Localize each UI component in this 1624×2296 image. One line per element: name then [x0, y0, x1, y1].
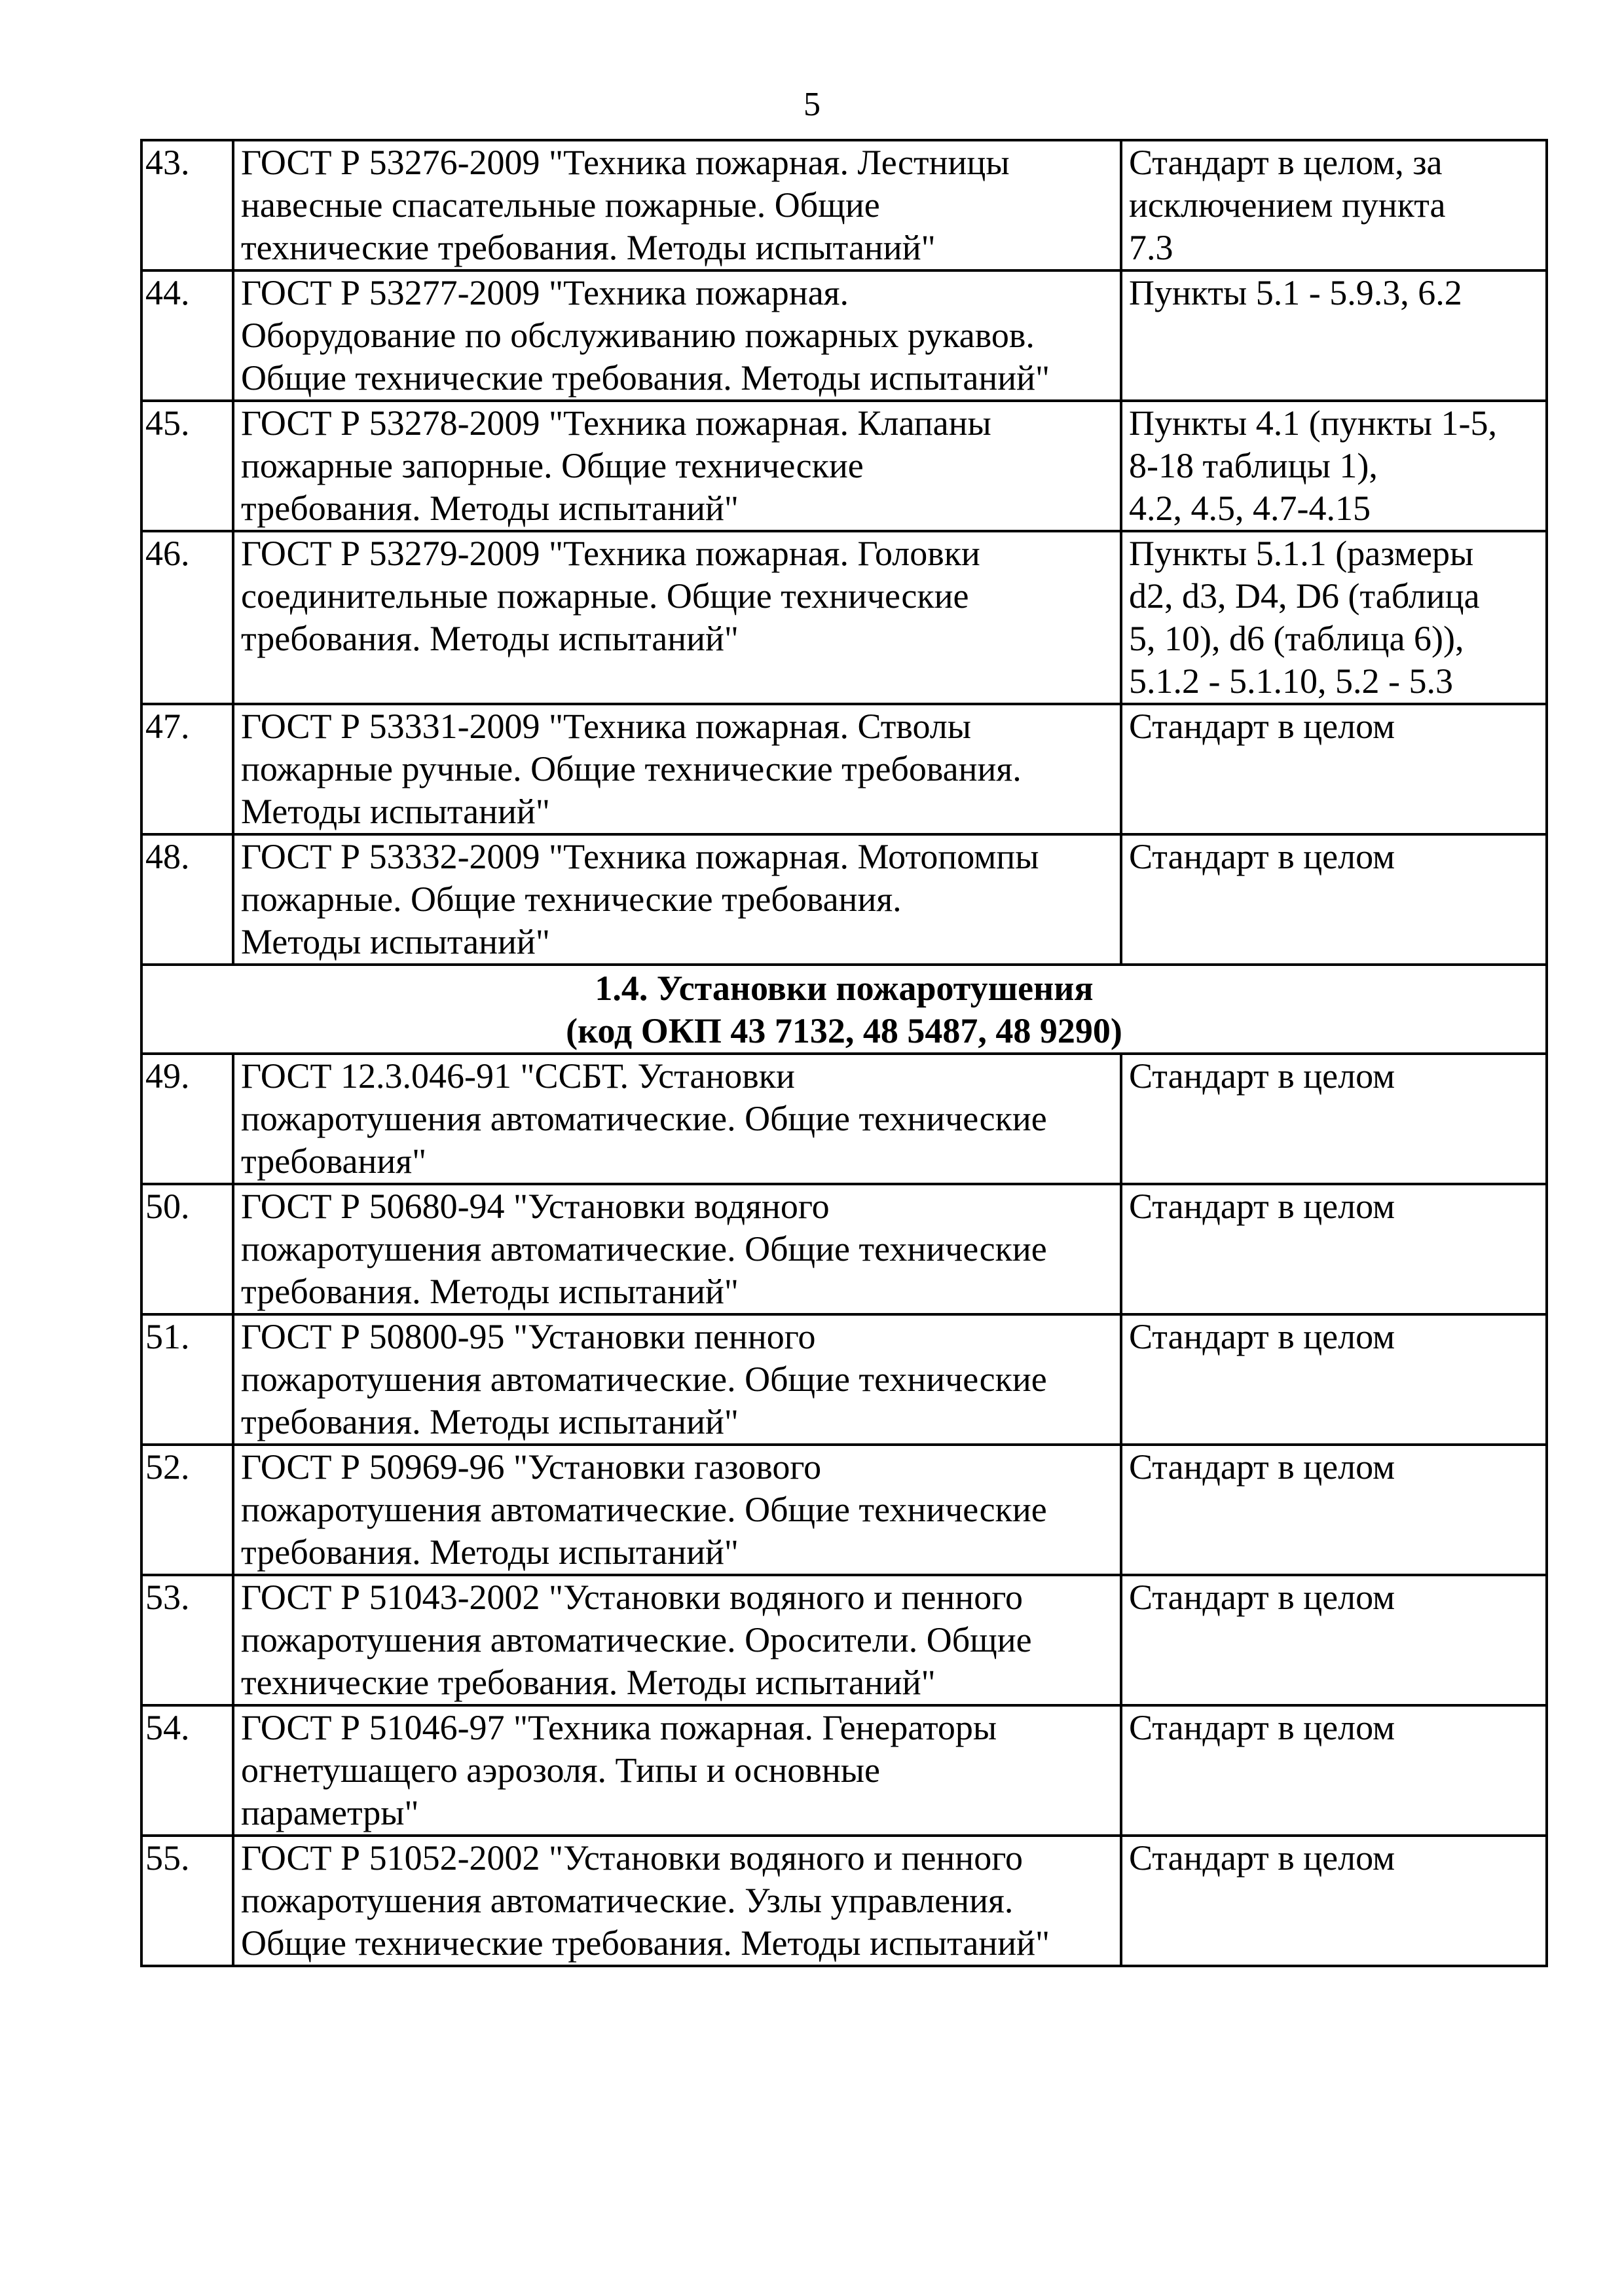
standard-title-line: требования. Методы испытаний" — [241, 1402, 739, 1441]
application-scope-line: Стандарт в целом — [1129, 707, 1395, 746]
application-scope-cell — [1121, 1314, 1547, 1445]
standard-title-line: ГОСТ Р 53277-2009 "Техника пожарная. — [241, 273, 849, 312]
standard-title-line: требования" — [241, 1141, 427, 1181]
row-number: 46. — [141, 531, 233, 704]
row-number: 49. — [141, 1054, 233, 1184]
table-row — [141, 704, 1547, 834]
standard-title-line: соединительные пожарные. Общие технические — [241, 576, 969, 616]
application-scope-line: d2, d3, D4, D6 (таблица — [1129, 576, 1480, 616]
standard-title-line: требования. Методы испытаний" — [241, 1272, 739, 1311]
table-row — [141, 1445, 1547, 1575]
standard-title-line: Методы испытаний" — [241, 792, 550, 831]
application-scope-line: исключением пункта — [1129, 185, 1446, 225]
standard-title-cell — [233, 1836, 1121, 1966]
standard-title-line: пожаротушения автоматические. Оросители. Общие — [241, 1620, 1032, 1659]
standard-title-cell — [233, 270, 1121, 401]
standard-title-line: Оборудование по обслуживанию пожарных рукавов. — [241, 316, 1035, 355]
standard-title-line: требования. Методы испытаний" — [241, 489, 739, 528]
table-row — [141, 1314, 1547, 1445]
standard-title-line: ГОСТ Р 51052-2002 "Установки водяного и пенного — [241, 1838, 1024, 1878]
application-scope-cell — [1121, 704, 1547, 834]
standard-title-cell — [233, 1575, 1121, 1705]
application-scope-line: 7.3 — [1129, 228, 1173, 267]
row-number: 55. — [141, 1836, 233, 1966]
application-scope-line: 5, 10), d6 (таблица 6)), — [1129, 619, 1464, 658]
standard-title-line: ГОСТ Р 50969-96 "Установки газового — [241, 1447, 822, 1487]
application-scope-line: 8-18 таблицы 1), — [1129, 446, 1378, 485]
section-header-row — [141, 965, 1547, 1054]
standard-title-line: пожаротушения автоматические. Общие технические — [241, 1099, 1047, 1138]
standard-title-line: требования. Методы испытаний" — [241, 1532, 739, 1572]
application-scope-line: Стандарт в целом, за — [1129, 143, 1443, 182]
standard-title-line: огнетушащего аэрозоля. Типы и основные — [241, 1750, 881, 1790]
application-scope-cell — [1121, 1054, 1547, 1184]
application-scope-cell — [1121, 1836, 1547, 1966]
standard-title-line: ГОСТ 12.3.046-91 "ССБТ. Установки — [241, 1056, 795, 1096]
application-scope-cell — [1121, 140, 1547, 270]
table-row — [141, 1836, 1547, 1966]
table-row — [141, 140, 1547, 270]
standard-title-line: ГОСТ Р 53332-2009 "Техника пожарная. Мотопомпы — [241, 837, 1039, 876]
row-number: 47. — [141, 704, 233, 834]
application-scope-cell — [1121, 531, 1547, 704]
standard-title-line: Общие технические требования. Методы испытаний" — [241, 1923, 1050, 1963]
section-header-cell — [141, 965, 1547, 1054]
standard-title-cell — [233, 531, 1121, 704]
standard-title-cell — [233, 1445, 1121, 1575]
section-title: 1.4. Установки пожаротушения — [595, 969, 1094, 1008]
application-scope-line: Пункты 4.1 (пункты 1-5, — [1129, 403, 1497, 443]
standard-title-line: требования. Методы испытаний" — [241, 619, 739, 658]
application-scope-line: Пункты 5.1.1 (размеры — [1129, 534, 1474, 573]
application-scope-cell — [1121, 1575, 1547, 1705]
application-scope-line: Стандарт в целом — [1129, 1056, 1395, 1096]
standard-title-line: навесные спасательные пожарные. Общие — [241, 185, 880, 225]
standard-title-cell — [233, 1705, 1121, 1836]
standard-title-line: ГОСТ Р 53279-2009 "Техника пожарная. Головки — [241, 534, 980, 573]
table-row — [141, 1575, 1547, 1705]
standard-title-cell — [233, 1054, 1121, 1184]
application-scope-line: Стандарт в целом — [1129, 1317, 1395, 1356]
page-number: 5 — [803, 86, 821, 123]
standard-title-line: ГОСТ Р 51046-97 "Техника пожарная. Генераторы — [241, 1708, 997, 1747]
application-scope-line: Стандарт в целом — [1129, 1447, 1395, 1487]
standards-table — [140, 139, 1548, 1967]
standard-title-cell — [233, 401, 1121, 531]
row-number: 52. — [141, 1445, 233, 1575]
table-row — [141, 1184, 1547, 1314]
application-scope-line: Стандарт в целом — [1129, 1578, 1395, 1617]
application-scope-cell — [1121, 1184, 1547, 1314]
application-scope-line: Стандарт в целом — [1129, 837, 1395, 876]
standard-title-cell — [233, 1184, 1121, 1314]
standard-title-line: Методы испытаний" — [241, 922, 550, 961]
row-number: 48. — [141, 834, 233, 965]
row-number: 54. — [141, 1705, 233, 1836]
standard-title-cell — [233, 1314, 1121, 1445]
standard-title-line: ГОСТ Р 53276-2009 "Техника пожарная. Лестницы — [241, 143, 1010, 182]
table-row — [141, 1705, 1547, 1836]
application-scope-line: Стандарт в целом — [1129, 1838, 1395, 1878]
standard-title-line: ГОСТ Р 50680-94 "Установки водяного — [241, 1187, 830, 1226]
standard-title-line: технические требования. Методы испытаний" — [241, 228, 936, 267]
standard-title-cell — [233, 704, 1121, 834]
row-number: 51. — [141, 1314, 233, 1445]
section-header-group — [141, 965, 1547, 1054]
standard-title-line: пожаротушения автоматические. Узлы управления. — [241, 1881, 1014, 1920]
standard-title-line: ГОСТ Р 53331-2009 "Техника пожарная. Стволы — [241, 707, 972, 746]
standards-table-body-part-2 — [141, 1054, 1547, 1966]
standard-title-line: ГОСТ Р 51043-2002 "Установки водяного и пенного — [241, 1578, 1024, 1617]
standard-title-line: Общие технические требования. Методы испытаний" — [241, 358, 1050, 398]
application-scope-cell — [1121, 1445, 1547, 1575]
application-scope-cell — [1121, 1705, 1547, 1836]
standard-title-line: параметры" — [241, 1793, 419, 1832]
standard-title-line: ГОСТ Р 53278-2009 "Техника пожарная. Клапаны — [241, 403, 991, 443]
application-scope-cell — [1121, 270, 1547, 401]
standard-title-line: пожарные. Общие технические требования. — [241, 880, 902, 919]
application-scope-cell — [1121, 834, 1547, 965]
section-code: (код ОКП 43 7132, 48 5487, 48 9290) — [566, 1011, 1122, 1050]
application-scope-line: Пункты 5.1 - 5.9.3, 6.2 — [1129, 273, 1462, 312]
application-scope-line: 5.1.2 - 5.1.10, 5.2 - 5.3 — [1129, 661, 1453, 701]
application-scope-cell — [1121, 401, 1547, 531]
row-number: 43. — [141, 140, 233, 270]
row-number: 53. — [141, 1575, 233, 1705]
standard-title-line: пожарные ручные. Общие технические требования. — [241, 749, 1022, 788]
table-row — [141, 531, 1547, 704]
standard-title-cell — [233, 834, 1121, 965]
standard-title-line: пожаротушения автоматические. Общие технические — [241, 1490, 1047, 1529]
table-row — [141, 401, 1547, 531]
standard-title-line: пожарные запорные. Общие технические — [241, 446, 864, 485]
standard-title-line: технические требования. Методы испытаний" — [241, 1663, 936, 1702]
table-row — [141, 270, 1547, 401]
row-number: 44. — [141, 270, 233, 401]
row-number: 45. — [141, 401, 233, 531]
standards-table-body-part-1 — [141, 140, 1547, 965]
table-row — [141, 1054, 1547, 1184]
standard-title-line: ГОСТ Р 50800-95 "Установки пенного — [241, 1317, 816, 1356]
table-row — [141, 834, 1547, 965]
standard-title-cell — [233, 140, 1121, 270]
standard-title-line: пожаротушения автоматические. Общие технические — [241, 1360, 1047, 1399]
application-scope-line: Стандарт в целом — [1129, 1187, 1395, 1226]
standard-title-line: пожаротушения автоматические. Общие технические — [241, 1229, 1047, 1268]
row-number: 50. — [141, 1184, 233, 1314]
application-scope-line: Стандарт в целом — [1129, 1708, 1395, 1747]
application-scope-line: 4.2, 4.5, 4.7-4.15 — [1129, 489, 1371, 528]
